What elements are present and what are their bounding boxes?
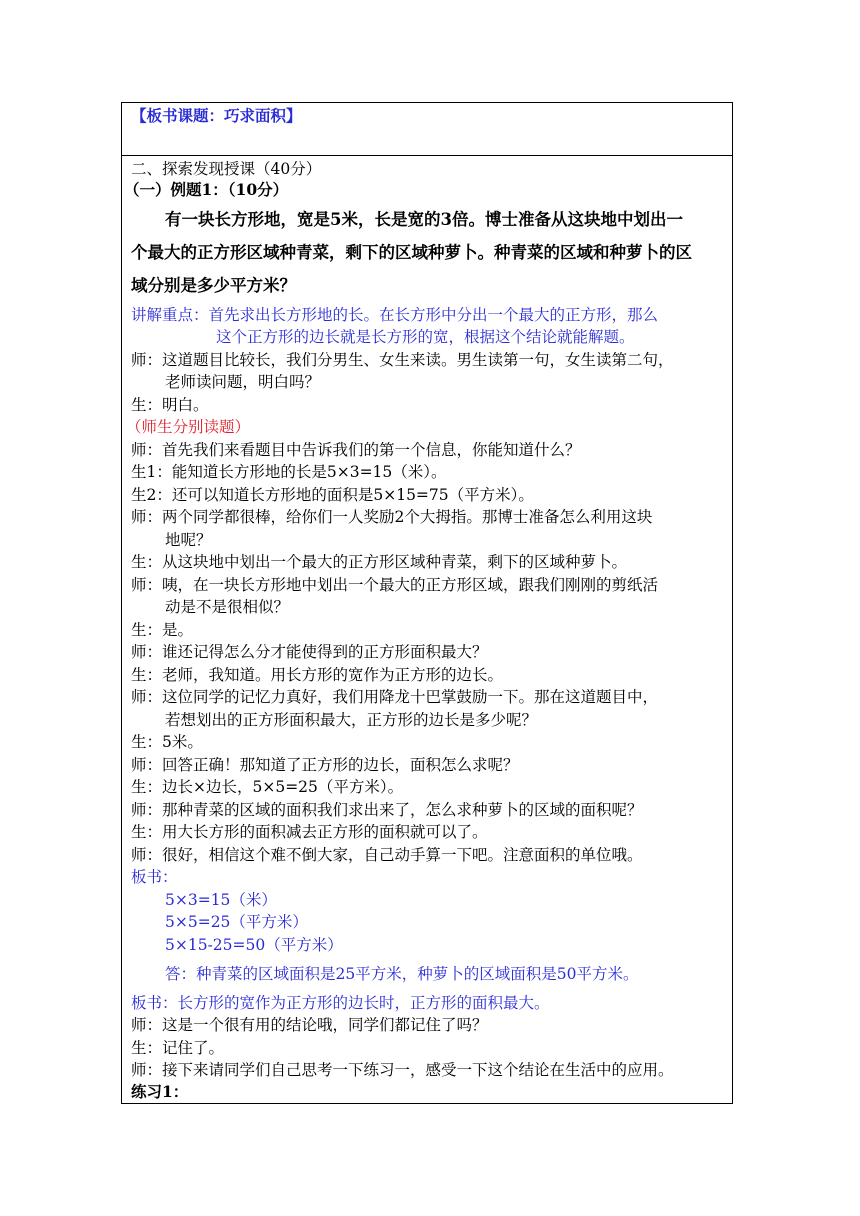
problem-line-2: 个最大的正方形区域种青菜，剩下的区域种萝卜。种青菜的区域和种萝卜的区	[131, 243, 692, 262]
dialogue-line: 生：5米。	[131, 733, 203, 751]
dialogue-line: 师：回答正确！那知道了正方形的边长，面积怎么求呢？	[131, 756, 519, 774]
dialogue-line: 师：那种青菜的区域的面积我们求出来了，怎么求种萝卜的区域的面积呢？	[131, 801, 643, 819]
dialogue-line: 生2：还可以知道长方形地的面积是5×15=75（平方米）。	[131, 486, 534, 504]
dialogue-line: 生：从这块地中划出一个最大的正方形区域种青菜，剩下的区域种萝卜。	[131, 553, 628, 571]
dialogue-line: 师：咦，在一块长方形地中划出一个最大的正方形区域，跟我们刚刚的剪纸活	[131, 576, 659, 594]
dialogue-line: 师：很好，相信这个难不倒大家，自己动手算一下吧。注意面积的单位哦。	[131, 846, 643, 864]
closing-line: 生：记住了。	[131, 1039, 225, 1057]
problem-line-3: 域分别是多少平方米？	[131, 276, 296, 295]
dialogue-line: 生：用大长方形的面积减去正方形的面积就可以了。	[131, 823, 488, 841]
closing-line: 师：这是一个很有用的结论哦，同学们都记住了吗？	[131, 1016, 488, 1034]
board-label: 板书：	[131, 868, 178, 886]
section-heading: 二、探索发现授课（40分）	[131, 160, 322, 178]
dialogue-line: 师：首先我们来看题目中告诉我们的第一个信息，你能知道什么？	[131, 441, 581, 459]
dialogue-line: 地呢？	[165, 531, 212, 549]
dialogue-line: 老师读问题，明白吗？	[165, 373, 321, 391]
board-answer: 答：种青菜的区域面积是25平方米，种萝卜的区域面积是50平方米。	[165, 965, 639, 983]
dialogue-line: 师：这位同学的记忆力真好，我们用降龙十巴掌鼓励一下。那在这道题目中，	[131, 688, 659, 706]
problem-line-1: 有一块长方形地，宽是5米，长是宽的3倍。博士准备从这块地中划出一	[165, 210, 683, 229]
lesson-title: 【板书课题：巧求面积】	[131, 106, 302, 125]
dialogue-line: 生1：能知道长方形地的长是5×3=15（米）。	[131, 463, 447, 481]
dialogue-line: 师：两个同学都很棒，给你们一人奖励2个大拇指。那博士准备怎么利用这块	[131, 508, 653, 526]
key-point-line-1: 讲解重点：首先求出长方形地的长。在长方形中分出一个最大的正方形，那么	[131, 306, 659, 324]
dialogue-line: 师：谁还记得怎么分才能使得到的正方形面积最大？	[131, 643, 488, 661]
dialogue-line: 生：老师，我知道。用长方形的宽作为正方形的边长。	[131, 666, 504, 684]
example-heading: （一）例题1：（10分）	[124, 180, 289, 199]
dialogue-line: 生：是。	[131, 621, 194, 639]
content-cell	[121, 155, 733, 1104]
board-conclusion: 板书：长方形的宽作为正方形的边长时，正方形的面积最大。	[131, 994, 550, 1012]
dialogue-line: 生：明白。	[131, 396, 209, 414]
dialogue-line: 若想划出的正方形面积最大，正方形的边长是多少呢？	[165, 711, 538, 729]
dialogue-line: 生：边长×边长，5×5=25（平方米）。	[131, 778, 404, 796]
dialogue-line: 师：这道题目比较长，我们分男生、女生来读。男生读第一句，女生读第二句，	[131, 351, 674, 369]
key-point-line-2: 这个正方形的边长就是长方形的宽，根据这个结论就能解题。	[216, 328, 635, 346]
stage-direction: （师生分别读题）	[126, 418, 251, 436]
board-calc-line: 5×5=25（平方米）	[165, 913, 308, 931]
dialogue-line: 动是不是很相似？	[165, 598, 290, 616]
closing-line: 师：接下来请同学们自己思考一下练习一，感受一下这个结论在生活中的应用。	[131, 1061, 674, 1079]
board-calc-line: 5×15-25=50（平方米）	[165, 936, 343, 954]
exercise-heading: 练习1：	[131, 1082, 189, 1101]
board-calc-line: 5×3=15（米）	[165, 891, 277, 909]
